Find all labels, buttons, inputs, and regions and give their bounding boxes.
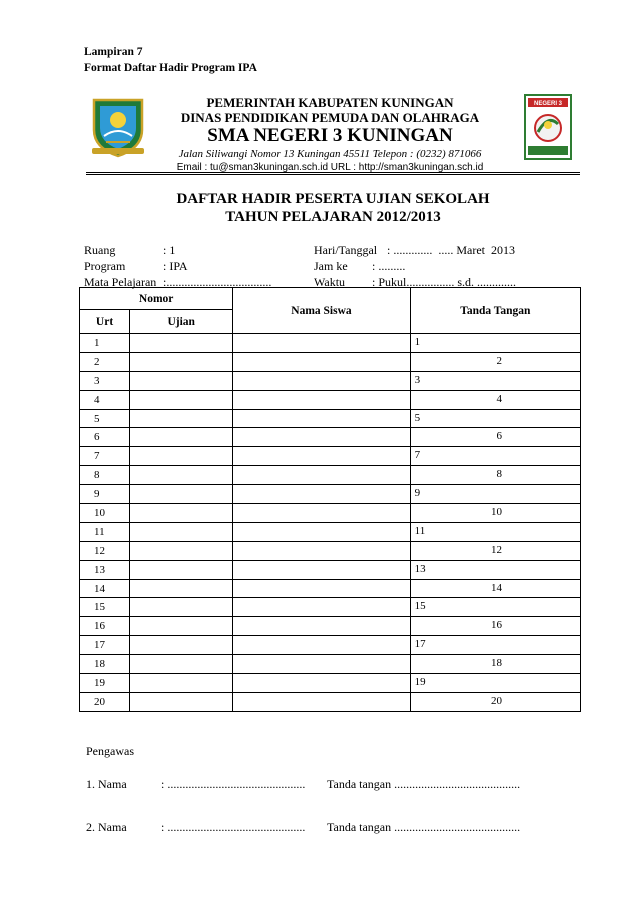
- nama-siswa-cell: [233, 466, 410, 485]
- nama-siswa-cell: [233, 352, 410, 371]
- signature-number: 9: [414, 487, 421, 500]
- nama-siswa-cell: [233, 541, 410, 560]
- signature-number: 3: [414, 373, 421, 386]
- ujian-cell: [130, 674, 233, 693]
- signature-number: 19: [414, 676, 426, 689]
- tanda-tangan-cell: [410, 371, 580, 390]
- attendance-table: [79, 287, 581, 712]
- tanda-tangan-cell: [410, 692, 580, 711]
- kop-department: DINAS PENDIDIKAN PEMUDA DAN OLAHRAGA: [180, 110, 480, 125]
- ujian-cell: [130, 409, 233, 428]
- nama-siswa-cell: [233, 522, 410, 541]
- table-row: [80, 579, 581, 598]
- kop-government: PEMERINTAH KABUPATEN KUNINGAN: [206, 95, 454, 110]
- urt-cell: 6: [80, 428, 130, 447]
- table-row: [80, 334, 581, 353]
- signature-number: 13: [414, 562, 426, 575]
- page-subtitle: TAHUN PELAJARAN 2012/2013: [225, 209, 441, 225]
- hari-value: : ............. ..... Maret 2013: [387, 243, 515, 257]
- nama-siswa-cell: [233, 409, 410, 428]
- ujian-cell: [130, 541, 233, 560]
- tanda-tangan-cell: [410, 655, 580, 674]
- nama-siswa-cell: [233, 655, 410, 674]
- signature-number: 11: [414, 524, 426, 537]
- signature-number: 5: [414, 411, 421, 424]
- table-row: [80, 409, 581, 428]
- urt-cell: 17: [80, 636, 130, 655]
- pengawas-2-signature-field: Tanda tangan ..........................................: [327, 820, 521, 834]
- ujian-cell: [130, 428, 233, 447]
- ujian-cell: [130, 466, 233, 485]
- urt-cell: 8: [80, 466, 130, 485]
- program-value: : IPA: [163, 259, 188, 273]
- nama-siswa-cell: [233, 636, 410, 655]
- signature-number: 6: [496, 430, 502, 443]
- ruang-label: Ruang: [84, 243, 116, 257]
- tanda-tangan-cell: [410, 428, 580, 447]
- ujian-cell: [130, 504, 233, 523]
- ujian-cell: [130, 352, 233, 371]
- ujian-cell: [130, 371, 233, 390]
- urt-cell: 14: [80, 579, 130, 598]
- ujian-cell: [130, 390, 233, 409]
- pengawas-label: Pengawas: [86, 744, 134, 758]
- nama-siswa-cell: [233, 390, 410, 409]
- signature-number: 12: [491, 543, 502, 556]
- jam-label: Jam ke: [314, 259, 348, 273]
- table-row: [80, 655, 581, 674]
- waktu-label: Waktu: [314, 275, 346, 289]
- urt-cell: 10: [80, 504, 130, 523]
- table-row: [80, 371, 581, 390]
- tanda-tangan-cell: [410, 504, 580, 523]
- nama-siswa-cell: [233, 447, 410, 466]
- nama-siswa-cell: [233, 617, 410, 636]
- nama-siswa-cell: [233, 674, 410, 693]
- nama-siswa-cell: [233, 485, 410, 504]
- tanda-tangan-cell: [410, 447, 580, 466]
- table-row: [80, 522, 581, 541]
- tanda-tangan-cell: [410, 674, 580, 693]
- tanda-tangan-cell: [410, 390, 580, 409]
- nama-siswa-cell: [233, 334, 410, 353]
- nama-siswa-cell: [233, 428, 410, 447]
- urt-cell: 7: [80, 447, 130, 466]
- urt-cell: 19: [80, 674, 130, 693]
- tanda-tangan-cell: [410, 636, 580, 655]
- table-row: [80, 390, 581, 409]
- tanda-tangan-cell: [410, 617, 580, 636]
- urt-cell: 9: [80, 485, 130, 504]
- kop-contact: Email : tu@sman3kuningan.sch.id URL : http://sman3kuningan.sch.id: [176, 162, 484, 173]
- ujian-cell: [130, 692, 233, 711]
- urt-cell: 12: [80, 541, 130, 560]
- urt-cell: 3: [80, 371, 130, 390]
- ujian-cell: [130, 522, 233, 541]
- ujian-cell: [130, 334, 233, 353]
- ujian-cell: [130, 617, 233, 636]
- mapel-label: Mata Pelajaran: [84, 275, 157, 289]
- school-logo-text: NEGERI 3: [533, 101, 563, 107]
- urt-cell: 1: [80, 334, 130, 353]
- signature-number: 10: [491, 506, 502, 519]
- table-row: [80, 560, 581, 579]
- table-row: [80, 692, 581, 711]
- urt-cell: 11: [80, 522, 130, 541]
- nama-siswa-cell: [233, 371, 410, 390]
- pengawas-1-signature-field: Tanda tangan ..........................................: [327, 777, 521, 791]
- table-row: [80, 636, 581, 655]
- header-urt: Urt: [80, 310, 130, 334]
- tanda-tangan-cell: [410, 409, 580, 428]
- table-row: [80, 598, 581, 617]
- tanda-tangan-cell: [410, 522, 580, 541]
- signature-number: 7: [414, 449, 421, 462]
- nama-siswa-cell: [233, 598, 410, 617]
- signature-number: 1: [414, 336, 421, 348]
- page-title: DAFTAR HADIR PESERTA UJIAN SEKOLAH: [176, 191, 490, 207]
- tanda-tangan-cell: [410, 485, 580, 504]
- hari-label: Hari/Tanggal: [314, 243, 378, 257]
- header-ujian: Ujian: [130, 310, 233, 334]
- table-row: [80, 674, 581, 693]
- lampiran-number: Lampiran 7: [84, 46, 143, 58]
- urt-cell: 2: [80, 352, 130, 371]
- ujian-cell: [130, 598, 233, 617]
- table-row: [80, 541, 581, 560]
- signature-number: 8: [496, 468, 502, 481]
- ruang-value: : 1: [163, 243, 176, 257]
- pengawas-1-name-field: : ..............................................: [161, 777, 306, 791]
- ujian-cell: [130, 485, 233, 504]
- ujian-cell: [130, 636, 233, 655]
- nama-siswa-cell: [233, 504, 410, 523]
- ujian-cell: [130, 579, 233, 598]
- signature-number: 18: [491, 657, 502, 670]
- tanda-tangan-cell: [410, 579, 580, 598]
- tanda-tangan-cell: [410, 598, 580, 617]
- waktu-value: : Pukul................ s.d. .............: [372, 275, 517, 289]
- pengawas-2-label: 2. Nama: [86, 820, 127, 834]
- urt-cell: 4: [80, 390, 130, 409]
- tanda-tangan-cell: [410, 352, 580, 371]
- signature-number: 2: [496, 354, 502, 367]
- pengawas-2-name-field: : ..............................................: [161, 820, 306, 834]
- table-row: [80, 352, 581, 371]
- signature-number: 14: [491, 581, 502, 594]
- urt-cell: 20: [80, 692, 130, 711]
- table-row: [80, 485, 581, 504]
- table-row: [80, 504, 581, 523]
- lampiran-label: [84, 44, 257, 76]
- signature-number: 16: [491, 619, 502, 632]
- signature-number: 17: [414, 638, 426, 651]
- header-tanda-tangan: Tanda Tangan: [410, 288, 580, 334]
- tanda-tangan-cell: [410, 334, 580, 353]
- signature-number: 15: [414, 600, 426, 613]
- nama-siswa-cell: [233, 560, 410, 579]
- signature-number: 4: [496, 392, 502, 405]
- table-row: [80, 466, 581, 485]
- lampiran-description: Format Daftar Hadir Program IPA: [84, 62, 257, 74]
- tanda-tangan-cell: [410, 560, 580, 579]
- signature-number: 20: [491, 694, 502, 707]
- mapel-value: :...................................: [163, 275, 272, 289]
- kuningan-crest-logo: [90, 96, 146, 158]
- ujian-cell: [130, 447, 233, 466]
- table-row: [80, 428, 581, 447]
- ujian-cell: [130, 655, 233, 674]
- tanda-tangan-cell: [410, 466, 580, 485]
- school-logo: [524, 94, 572, 160]
- kop-address: Jalan Siliwangi Nomor 13 Kuningan 45511 Telepon : (0232) 871066: [178, 148, 482, 160]
- jam-value: : .........: [372, 259, 406, 273]
- header-nomor: Nomor: [80, 288, 233, 310]
- ujian-cell: [130, 560, 233, 579]
- urt-cell: 16: [80, 617, 130, 636]
- header-nama-siswa: Nama Siswa: [233, 288, 410, 334]
- pengawas-1-label: 1. Nama: [86, 777, 127, 791]
- header-divider-2: [86, 174, 580, 175]
- kop-school-name: SMA NEGERI 3 KUNINGAN: [207, 125, 453, 146]
- table-row: [80, 447, 581, 466]
- urt-cell: 15: [80, 598, 130, 617]
- urt-cell: 18: [80, 655, 130, 674]
- header-divider: [86, 172, 580, 173]
- nama-siswa-cell: [233, 579, 410, 598]
- tanda-tangan-cell: [410, 541, 580, 560]
- urt-cell: 5: [80, 409, 130, 428]
- program-label: Program: [84, 259, 126, 273]
- urt-cell: 13: [80, 560, 130, 579]
- nama-siswa-cell: [233, 692, 410, 711]
- table-row: [80, 617, 581, 636]
